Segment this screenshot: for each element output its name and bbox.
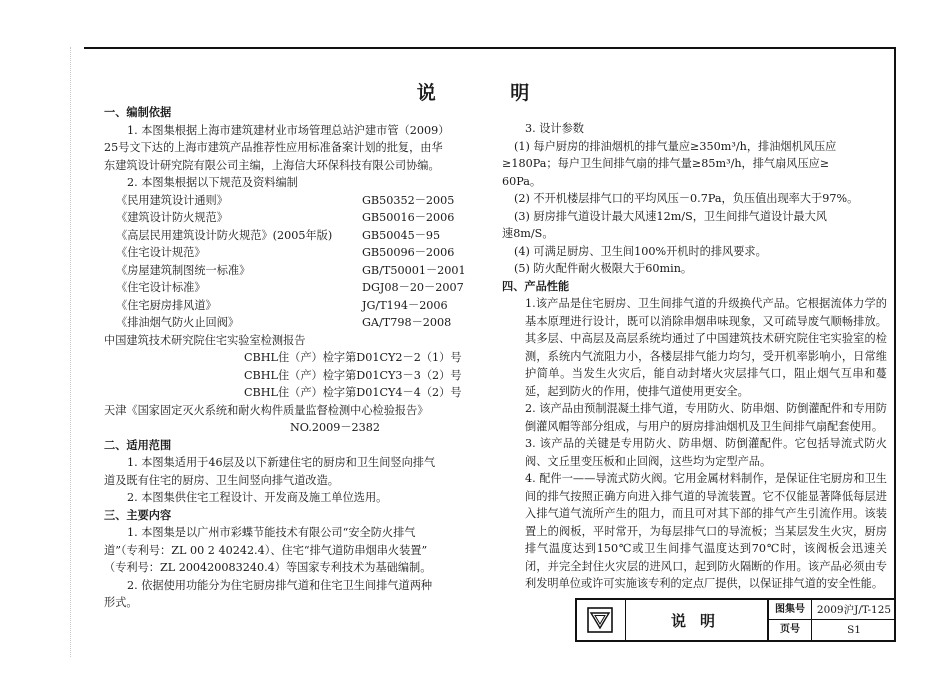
performance-paragraph-3: 3. 该产品的关键是专用防火、防串烟、防倒灌配件。它包括导流式防火阀、文丘里变压板和止回阀，这些均为定型产品。: [525, 437, 887, 468]
standard-name: 《民用建筑设计通则》: [116, 193, 228, 207]
standard-name: 《房屋建筑制图统一标准》: [116, 263, 251, 277]
tianjin-report-number: NO.2009－2382: [290, 421, 380, 434]
performance-paragraph-1: 1.该产品是住宅厨房、卫生间排气道的升级换代产品。它根据流体力学的基本原理进行设计，既可以消除串烟串味现象，又可疏导废气顺畅排放。其多层、中高层及高层系统均通过了中国建筑技术研究院住宅实验室的检测，系统内气流阻力小，各楼层排气能力均匀，受开机率影响小，日常维护简单。当发生火灾后，能自动封堵火灾层排气口，阻止烟气互串和蔓延，起到防火的作用，使排气道使用更安全。: [525, 297, 887, 398]
scope-paragraph-1-line-1: 1. 本图集适用于46层及以下新建住宅的厨房和卫生间竖向排气: [127, 456, 436, 469]
standard-row: [104, 262, 499, 280]
title-block-name-cell: [625, 600, 769, 640]
content-paragraph-2-line-2: 形式。: [104, 596, 138, 609]
standard-code: JG/T194－2006: [362, 298, 448, 312]
standard-row: [104, 297, 499, 315]
standard-row: [104, 209, 499, 227]
section-heading-main-content: 三、主要内容: [104, 507, 172, 522]
frame-border-top: [84, 47, 896, 49]
standard-row: [104, 227, 499, 245]
basis-paragraph-1-line-3: 东建筑设计研究院有限公司主编，上海信大环保科技有限公司协编。: [104, 158, 440, 172]
design-param-1-line-3: 60Pa。: [502, 174, 542, 188]
standard-row: [104, 279, 499, 297]
triangle-square-logo-icon: [587, 607, 613, 633]
standard-name: 《住宅设计标准》: [116, 281, 206, 294]
standard-name: 《建筑设计防火规范》: [116, 211, 228, 224]
page-number-label: 页号: [769, 620, 812, 640]
atlas-number-value: 2009沪J/T-125: [816, 604, 892, 616]
design-param-3-line-1: (3) 厨房排气道设计最大风速12m/S，卫生间排气道设计最大风: [514, 209, 827, 223]
section-heading-scope: 二、适用范围: [104, 437, 172, 452]
standard-name: 《住宅设计规范》: [116, 246, 206, 259]
design-param-4: (4) 可满足厨房、卫生间100%开机时的排风要求。: [514, 244, 767, 258]
left-column: [104, 104, 499, 612]
design-param-1-line-1: (1) 每户厨房的排油烟机的排气量应≥350m³/h，排油烟机风压应: [514, 139, 837, 153]
standard-row: [104, 192, 499, 210]
title-block-logo-cell: [577, 600, 626, 640]
standard-code: GB50096－2006: [362, 246, 455, 259]
design-param-2: (2) 不开机楼层排气口的平均风压－0.7Pa，负压值出现率大于97%。: [514, 192, 859, 205]
section-heading-compilation-basis: 一、编制依据: [104, 105, 172, 119]
report-number: CBHL住（产）检字第D01CY4－4（2）号: [244, 386, 462, 399]
tianjin-report-title: 天津《国家固定灭火系统和耐火构件质量监督检测中心检验报告》: [104, 403, 429, 417]
design-param-1-line-2: ≥180Pa；每户卫生间排气扇的排气量≥85m³/h，排气扇风压应≥: [502, 157, 830, 170]
design-param-5: (5) 防火配件耐火极限大于60min。: [514, 262, 693, 275]
standard-row: [104, 314, 499, 332]
scope-paragraph-2: 2. 本图集供住宅工程设计、开发商及施工单位选用。: [127, 491, 388, 504]
standard-row: [104, 244, 499, 262]
right-column: [502, 120, 887, 593]
design-param-3-line-2: 速8m/S。: [502, 227, 554, 240]
standard-code: GB/T50001－2001: [362, 263, 466, 277]
content-paragraph-2-line-1: 2. 依据使用功能分为住宅厨房排气道和住宅卫生间排气道两种: [127, 578, 433, 592]
standard-code: GB50016－2006: [362, 211, 455, 224]
basis-paragraph-1-line-1: 1. 本图集根据上海市建筑建材业市场管理总站沪建市管（2009）: [127, 123, 450, 137]
standard-code: GA/T798－2008: [362, 316, 452, 329]
report-number: CBHL住（产）检字第D01CY3－3（2）号: [244, 368, 462, 382]
content-paragraph-1-line-3: （专利号：ZL 200420083240.4）等国家专利技术为基础编制。: [104, 561, 432, 574]
content-paragraph-1-line-1: 1. 本图集是以广州市彩蝶节能技术有限公司“安全防火排气: [127, 526, 416, 539]
page-title: 说 明: [416, 82, 564, 104]
basis-paragraph-1-line-2: 25号文下达的上海市建筑产品推荐性应用标准备案计划的批复，由华: [104, 141, 443, 154]
basis-paragraph-2: 2. 本图集根据以下规范及资料编制: [127, 176, 298, 189]
standard-code: GB50352－2005: [362, 193, 455, 207]
atlas-number-label: 图集号: [769, 600, 812, 620]
scope-paragraph-1-line-2: 道及既有住宅的厨房、卫生间竖向排气道改造。: [104, 473, 339, 487]
standard-code: GB50045－95: [362, 228, 441, 242]
standard-name: 《排油烟气防火止回阀》: [116, 316, 240, 329]
performance-paragraph-4: 4. 配件一——导流式防火阀。它用金属材料制作，是保证住宅厨房和卫生间的排气按照正确方向进入排气道的导流装置。它不仅能显著降低每层进入排气道气流所产生的阻力，而且可对其下部的排气产生引流作用。该装置上的阀板，平时常开，为每层排气口的导流板；当某层发生火灾，厨房排气温度达到150℃或卫生间排气温度达到70℃时，该阀板会迅速关闭，并完全封住火灾层的进风口，起到防火隔断的作用。该产品必须由专利发明单位或许可实施该专利的定点厂提供，以保证排气道的安全性能。: [525, 472, 887, 590]
title-block: [575, 598, 896, 642]
standard-code: DGJ08－20－2007: [362, 281, 464, 294]
standard-name: 《住宅厨房排风道》: [116, 298, 217, 312]
binding-gutter-line: [70, 47, 71, 657]
design-params-heading: 3. 设计参数: [525, 122, 584, 135]
lab-report-title: 中国建筑技术研究院住宅实验室检测报告: [104, 333, 306, 347]
report-number: CBHL住（产）检字第D01CY2－2（1）号: [244, 351, 462, 364]
section-heading-product-performance: 四、产品性能: [502, 278, 570, 293]
content-paragraph-1-line-2: 道”（专利号：ZL 00 2 40242.4）、住宅“排气道防串烟串火装置”: [104, 543, 428, 557]
page-number-value: S1: [847, 624, 861, 636]
standard-name: 《高层民用建筑设计防火规范》(2005年版): [116, 228, 333, 242]
frame-border-right: [894, 47, 896, 641]
title-block-name: 说明: [670, 612, 729, 630]
performance-paragraph-2: 2. 该产品由预制混凝土排气道，专用防火、防串烟、防倒灌配件和专用防倒灌风帽等部分组成，与用户的厨房排油烟机及卫生间排气扇配套使用。: [525, 402, 887, 433]
